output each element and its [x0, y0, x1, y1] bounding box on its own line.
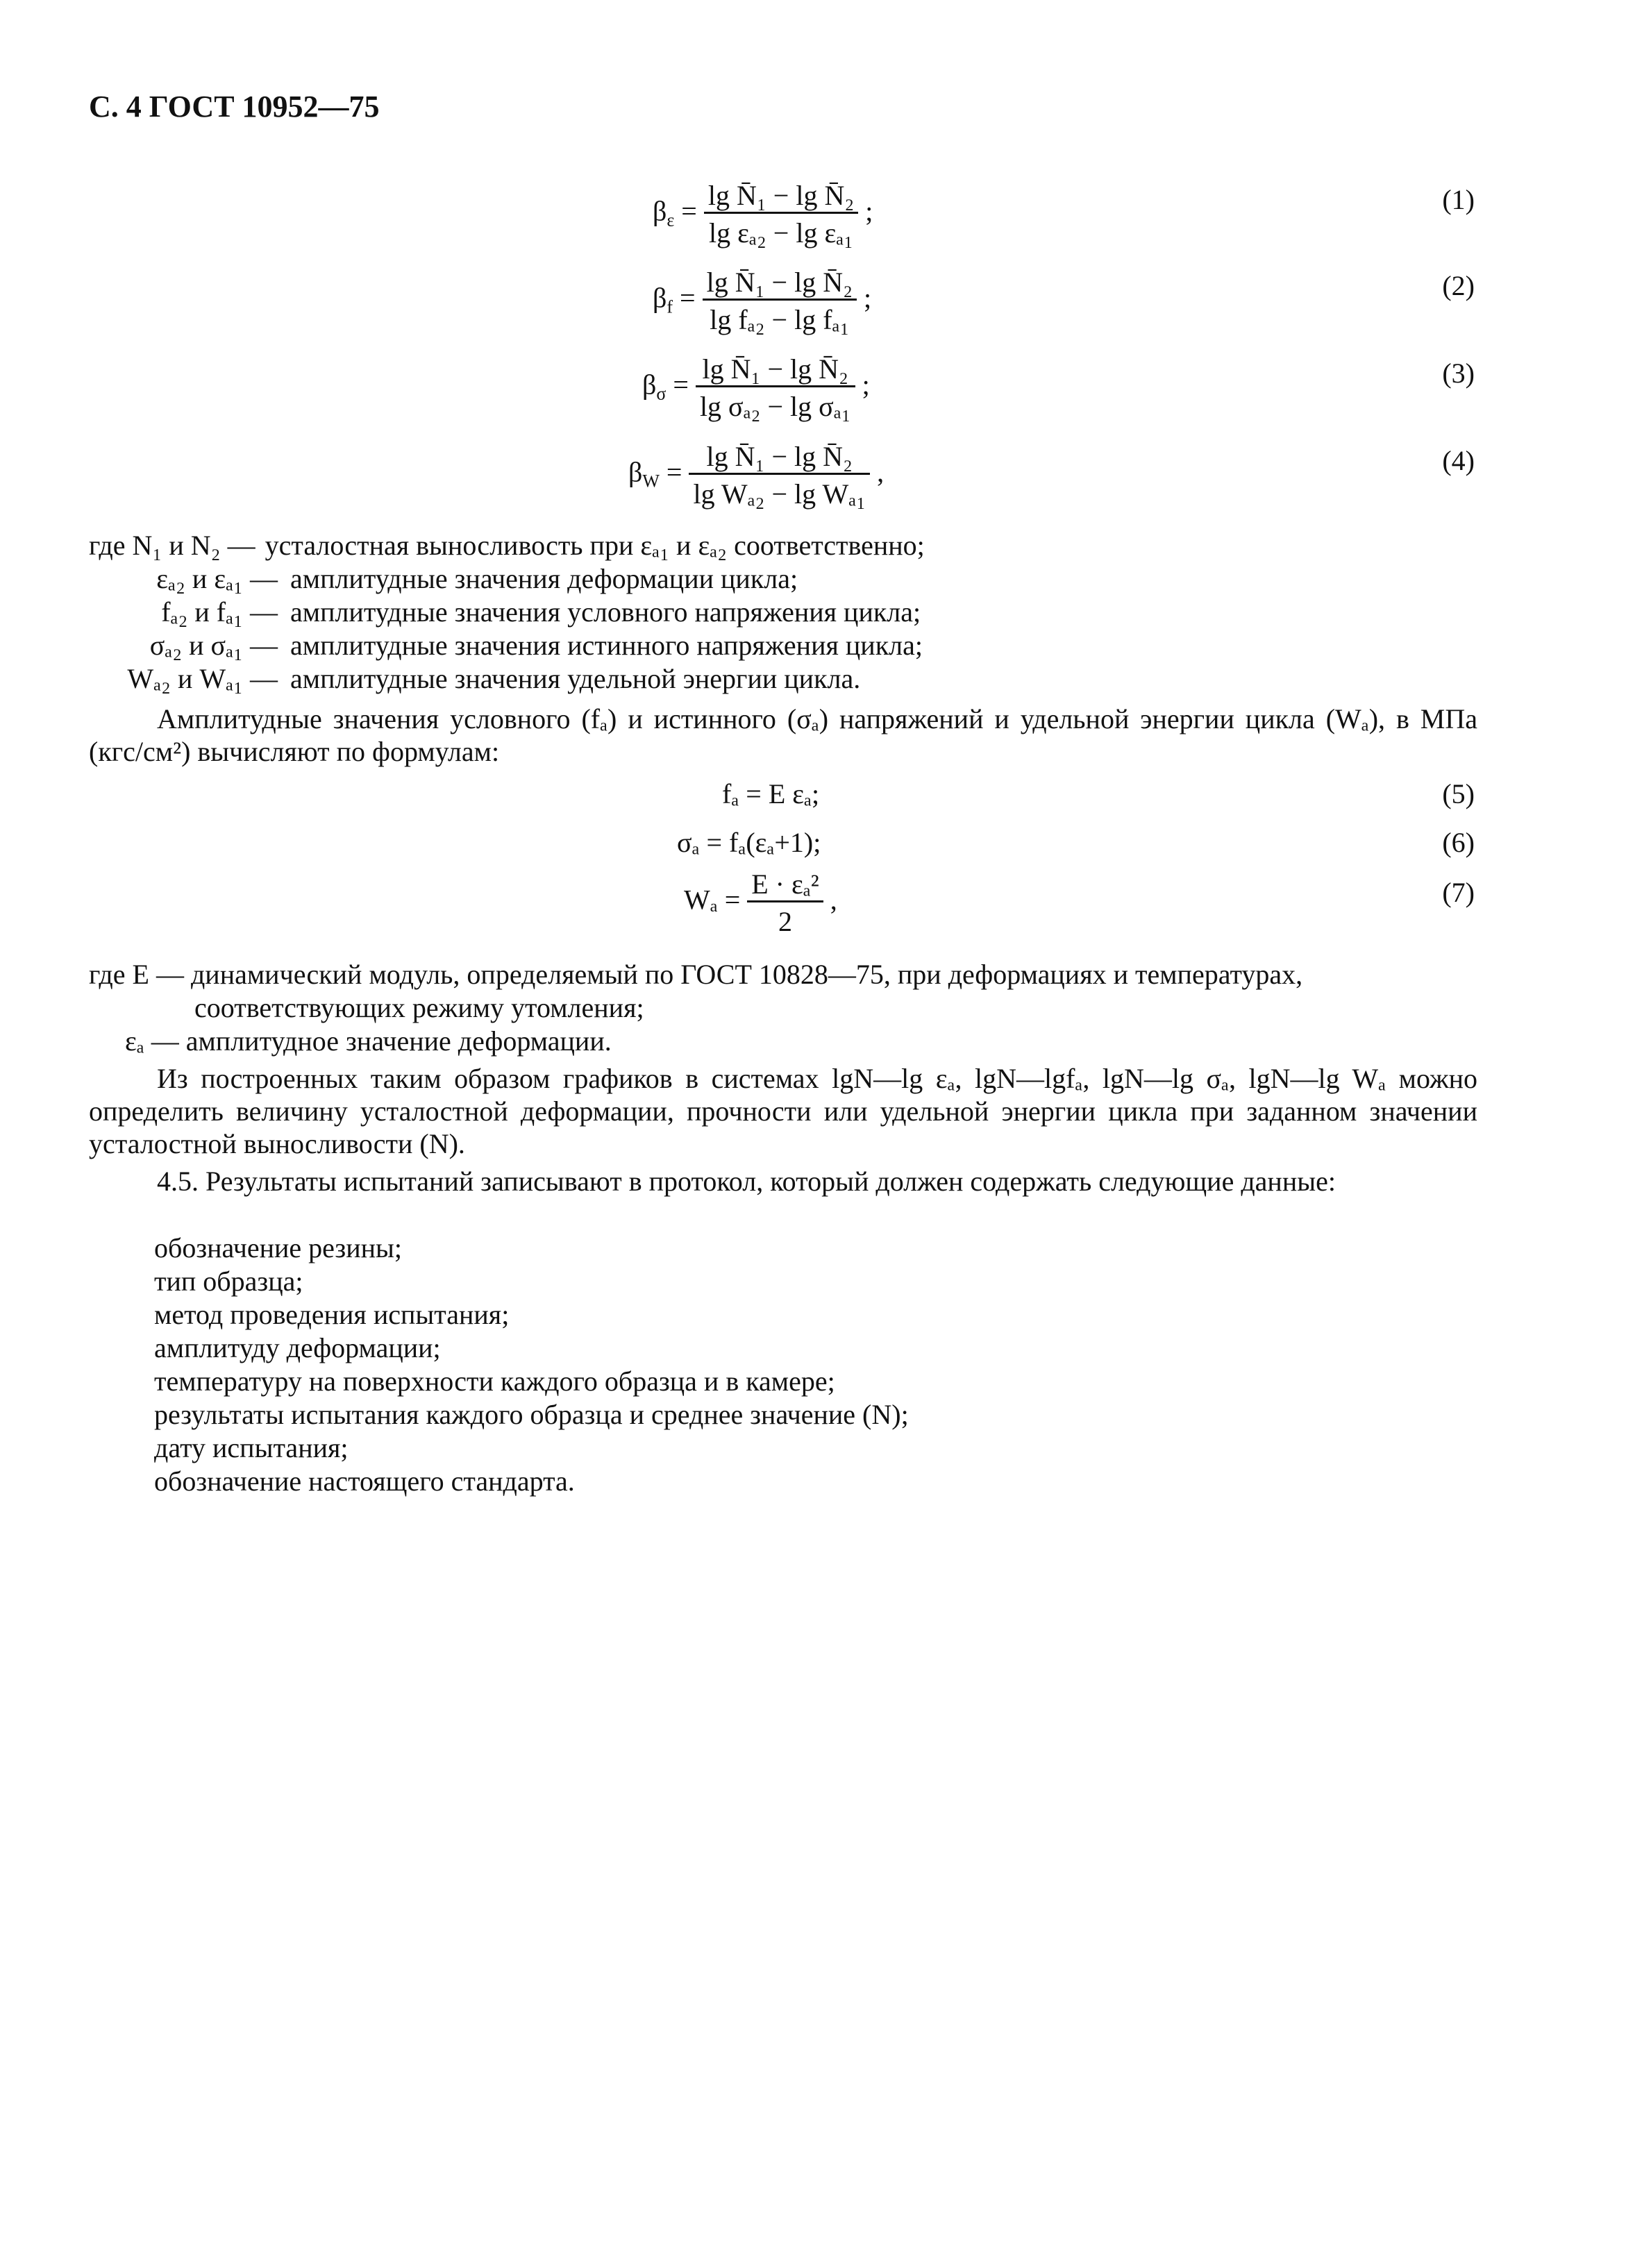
formula-tail: ;: [862, 369, 870, 401]
denominator: lg σₐ₂ − lg σₐ₁: [696, 385, 855, 423]
list-item: амплитуду деформации;: [154, 1332, 441, 1363]
definition-desc: усталостная выносливость при εₐ₁ и εₐ₂ соответственно;: [265, 530, 925, 561]
fraction: [703, 266, 857, 336]
definition-row: [89, 562, 925, 596]
formula-lhs: Wₐ =: [684, 884, 741, 916]
list-item: обозначение настоящего стандарта.: [154, 1465, 575, 1497]
formula-lhs-sub: ε: [667, 210, 675, 230]
formula-1: $\beta_\varepsilon$ = $\frac{\text{lg N̄₁ − lg N̄₂}}{\text{lg εₐ₂ − lg εₐ₁}}$ ;: [653, 180, 873, 249]
formula-lhs-sub: σ: [656, 383, 667, 404]
formula-3: $\beta_\sigma$ = $\frac{\text{lg N̄₁ − lg N̄₂}}{\text{lg σₐ₂ − lg σₐ₁}}$ ;: [642, 353, 870, 422]
definition-term: εₐ₂ и εₐ₁ —: [156, 563, 278, 594]
formula-6: σₐ = fₐ(εₐ+1);: [677, 827, 821, 858]
formula-number-3: (3): [1442, 358, 1475, 389]
definitions-block-1: [89, 529, 925, 696]
formula-lhs-sub: W: [642, 471, 660, 492]
list-item: тип образца;: [154, 1266, 303, 1297]
formula-lhs-sub: f: [667, 296, 673, 317]
formula-tail: ,: [830, 884, 837, 916]
definition-row: [89, 629, 925, 662]
numerator: lg N̄₁ − lg N̄₂: [707, 180, 855, 211]
fraction: [704, 179, 858, 249]
fraction: [696, 353, 855, 423]
numerator: lg N̄₁ − lg N̄₂: [702, 353, 848, 385]
definition-ea: εₐ — амплитудное значение деформации.: [125, 1025, 612, 1057]
list-item: обозначение резины;: [154, 1232, 402, 1263]
formula-number-6: (6): [1442, 827, 1475, 858]
definition-desc: амплитудные значения условного напряжения цикла;: [290, 596, 921, 628]
formula-tail: ,: [877, 456, 885, 488]
formula-tail: ;: [864, 282, 872, 314]
numerator: lg N̄₁ − lg N̄₂: [706, 267, 853, 298]
denominator: lg εₐ₂ − lg εₐ₁: [704, 212, 858, 249]
formula-lhs: β: [653, 282, 667, 314]
definition-e-line1: где E — динамический модуль, определяемый по ГОСТ 10828—75, при деформациях и температурах,: [89, 959, 1303, 990]
definition-desc: амплитудные значения удельной энергии цикла.: [290, 663, 861, 694]
numerator: E · εₐ²: [751, 868, 819, 900]
paragraph-amplitude: Амплитудные значения условного (fₐ) и истинного (σₐ) напряжений и удельной энергии цикла (Wₐ), в МПа (кгс/см²) вычисляют по формулам:: [89, 703, 1477, 767]
formula-number-1: (1): [1442, 184, 1475, 215]
definition-desc: амплитудные значения деформации цикла;: [290, 563, 798, 594]
formula-lhs: β: [642, 369, 657, 401]
numerator: lg N̄₁ − lg N̄₂: [706, 441, 853, 472]
formula-number-4: (4): [1442, 445, 1475, 476]
formula-number-5: (5): [1442, 778, 1475, 809]
denominator: lg Wₐ₂ − lg Wₐ₁: [689, 473, 870, 510]
list-item: температуру на поверхности каждого образца и в камере;: [154, 1366, 835, 1397]
definition-term: fₐ₂ и fₐ₁ —: [161, 596, 278, 628]
protocol-list: [154, 1232, 909, 1498]
definition-row: [89, 662, 925, 696]
definition-e-line2: соответствующих режиму утомления;: [194, 992, 644, 1023]
fraction: [689, 440, 870, 510]
formula-lhs: β: [653, 195, 667, 227]
list-item: дату испытания;: [154, 1432, 349, 1463]
formula-lhs: β: [628, 456, 643, 488]
definition-desc: амплитудные значения истинного напряжения цикла;: [290, 630, 923, 661]
definition-term: где N₁ и N₂ —: [89, 530, 255, 561]
formula-2: $\beta_f$ = $\frac{\text{lg N̄₁ − lg N̄₂}}{\text{lg fₐ₂ − lg fₐ₁}}$ ;: [653, 267, 872, 335]
page-header: С. 4 ГОСТ 10952—75: [89, 90, 380, 124]
formula-7: [684, 868, 837, 938]
definition-term: σₐ₂ и σₐ₁ —: [149, 630, 278, 661]
denominator: 2: [747, 900, 823, 938]
list-item: метод проведения испытания;: [154, 1299, 510, 1330]
paragraph-graphs: Из построенных таким образом графиков в системах lgN—lg εₐ, lgN—lgfₐ, lgN—lg σₐ, lgN—lg Wₐ можно определить величину усталостной деформации, прочности или удельной энергии цикла при заданном значении усталостной выносливости (N).: [89, 1063, 1477, 1159]
paragraph-4-5: 4.5. Результаты испытаний записывают в протокол, который должен содержать следующие данные:: [157, 1166, 1336, 1197]
list-item: результаты испытания каждого образца и среднее значение (N);: [154, 1399, 909, 1430]
definition-row: [89, 596, 925, 629]
formula-4: $\beta_W$ = $\frac{\text{lg N̄₁ − lg N̄₂}}{\text{lg Wₐ₂ − lg Wₐ₁}}$ ,: [628, 441, 885, 510]
formula-tail: ;: [865, 195, 873, 227]
definition-term: Wₐ₂ и Wₐ₁ —: [127, 663, 278, 694]
formula-number-7: (7): [1442, 877, 1475, 908]
denominator: lg fₐ₂ − lg fₐ₁: [703, 299, 857, 336]
formula-5: fₐ = E εₐ;: [722, 778, 820, 809]
formula-number-2: (2): [1442, 270, 1475, 301]
definition-row: [89, 529, 925, 562]
fraction: [747, 868, 823, 938]
